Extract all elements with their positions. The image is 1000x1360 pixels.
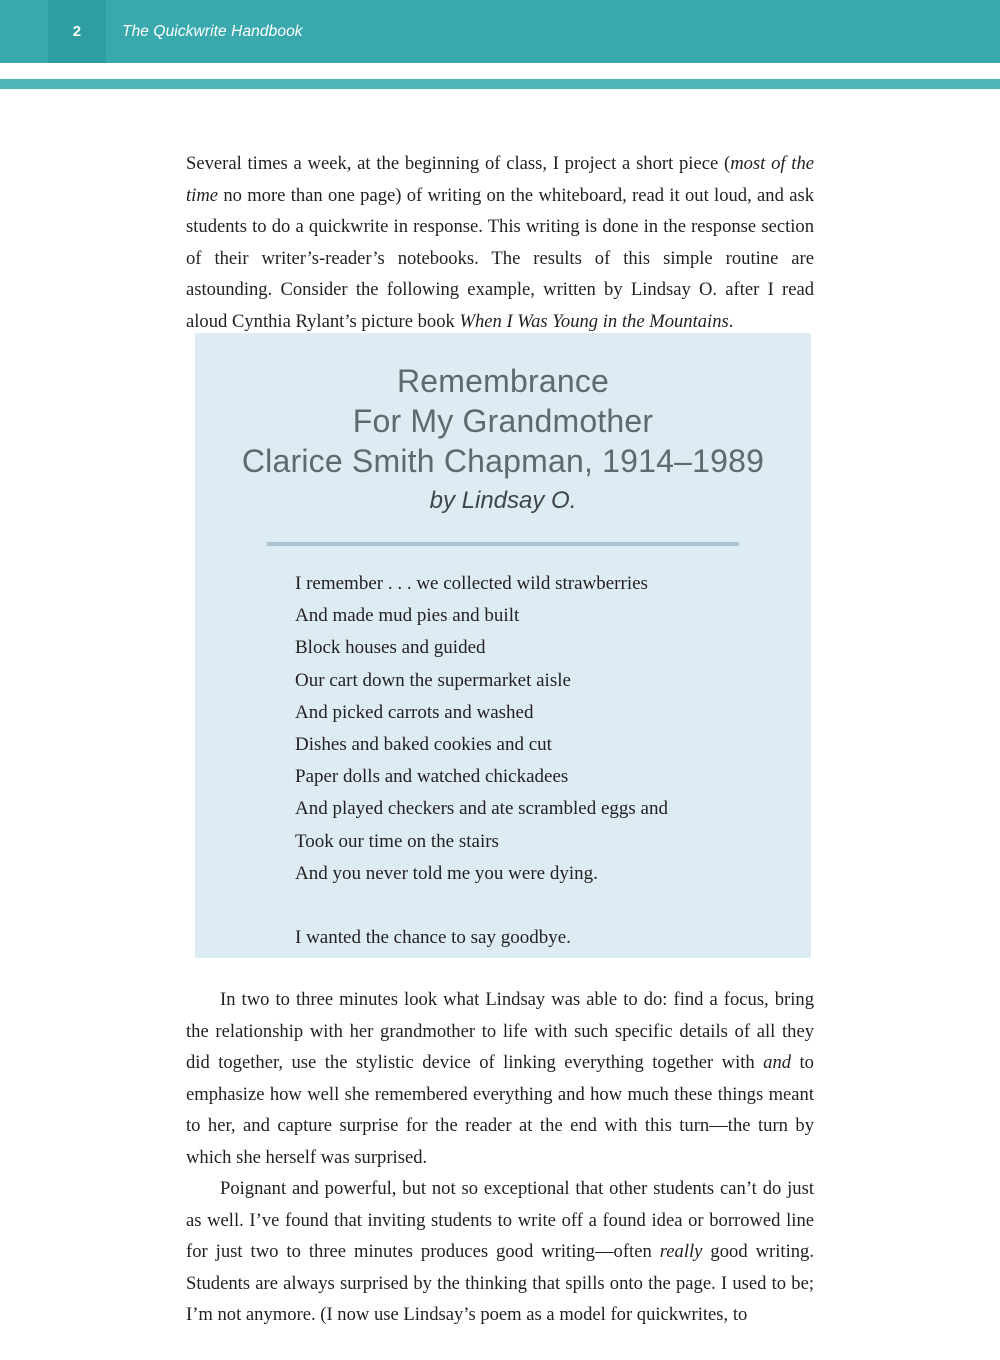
- analysis2-part-1: Poignant and powerful, but not so exceptional that other students can’t do just as well. I’ve found that inviting students to write off a found idea or borrowed line for just two to three minutes produces good writing—often: [186, 1178, 814, 1262]
- analysis-text-block: [186, 984, 814, 1331]
- analysis2-part-2-italic: really: [659, 1241, 703, 1262]
- header-gap: [0, 63, 1000, 79]
- intro-part-5: .: [728, 310, 734, 332]
- poem-line: And made mud pies and built: [295, 605, 520, 627]
- poem-title: [195, 333, 811, 481]
- poem-divider-rule: [267, 542, 739, 546]
- poem-title-line-3: Clarice Smith Chapman, 1914–1989: [241, 443, 765, 479]
- poem-line: I remember . . . we collected wild strawberries: [295, 573, 648, 594]
- poem-line: Dishes and baked cookies and cut: [295, 734, 552, 756]
- poem-line: Block houses and guided: [295, 637, 486, 659]
- header-accent-rule: [0, 79, 1000, 89]
- intro-paragraph: [186, 148, 814, 337]
- poem-line-blank: [295, 890, 811, 922]
- poem-callout-box: [195, 333, 811, 958]
- poem-title-line-1: Remembrance: [396, 363, 610, 399]
- poem-line: Took our time on the stairs: [295, 830, 499, 852]
- running-head: [122, 0, 303, 63]
- poem-line: And you never told me you were dying.: [295, 862, 598, 884]
- poem-line: Paper dolls and watched chickadees: [295, 766, 569, 788]
- intro-part-2-italic: most of the time: [186, 153, 815, 206]
- analysis1-part-1: In two to three minutes look what Lindsay was able to do: find a focus, bring the relationship with her grandmother to life with such specific details of all they did together, use the stylistic device of linking everything together with: [186, 989, 814, 1073]
- poem-title-line-2: For My Grandmother: [352, 403, 654, 439]
- analysis1-part-2-italic: and: [763, 1052, 792, 1073]
- page-number: 2: [72, 23, 82, 40]
- running-head-label: The Quickwrite Handbook: [122, 22, 303, 40]
- analysis-paragraph-2: [186, 1173, 814, 1331]
- intro-part-3: no more than one page) of writing on the whiteboard, read it out loud, and ask students to do a quickwrite in response. This writing is done in the response section of their writer’s-reader’s notebooks. The results of this simple routine are astounding. Consider the following example, written by Lindsay O. after I read aloud Cynthia Rylant’s picture book: [186, 184, 814, 332]
- analysis1-part-3: to emphasize how well she remembered everything and how much these things meant to her, and capture surprise for the reader at the end with this turn—the turn by which she herself was surprised.: [186, 1052, 814, 1168]
- poem-body: [195, 568, 811, 954]
- poem-line: And played checkers and ate scrambled eggs and: [295, 798, 668, 820]
- poem-byline: by Lindsay O.: [429, 487, 577, 514]
- analysis-paragraph-1: [186, 984, 814, 1173]
- intro-text-block: [186, 148, 814, 337]
- poem-line: Our cart down the supermarket aisle: [295, 669, 571, 691]
- folio-box: [48, 0, 106, 63]
- intro-part-1: Several times a week, at the beginning of class, I project a short piece (: [186, 153, 731, 174]
- poem-line: I wanted the chance to say goodbye.: [295, 927, 571, 949]
- intro-part-4-italic-title: When I Was Young in the Mountains: [459, 310, 729, 332]
- analysis2-part-3: good writing. Students are always surprised by the thinking that spills onto the page. I used to be; I’m not anymore. (I now use Lindsay’s poem as a model for quickwrites, to: [186, 1241, 814, 1325]
- poem-line: And picked carrots and washed: [295, 701, 534, 723]
